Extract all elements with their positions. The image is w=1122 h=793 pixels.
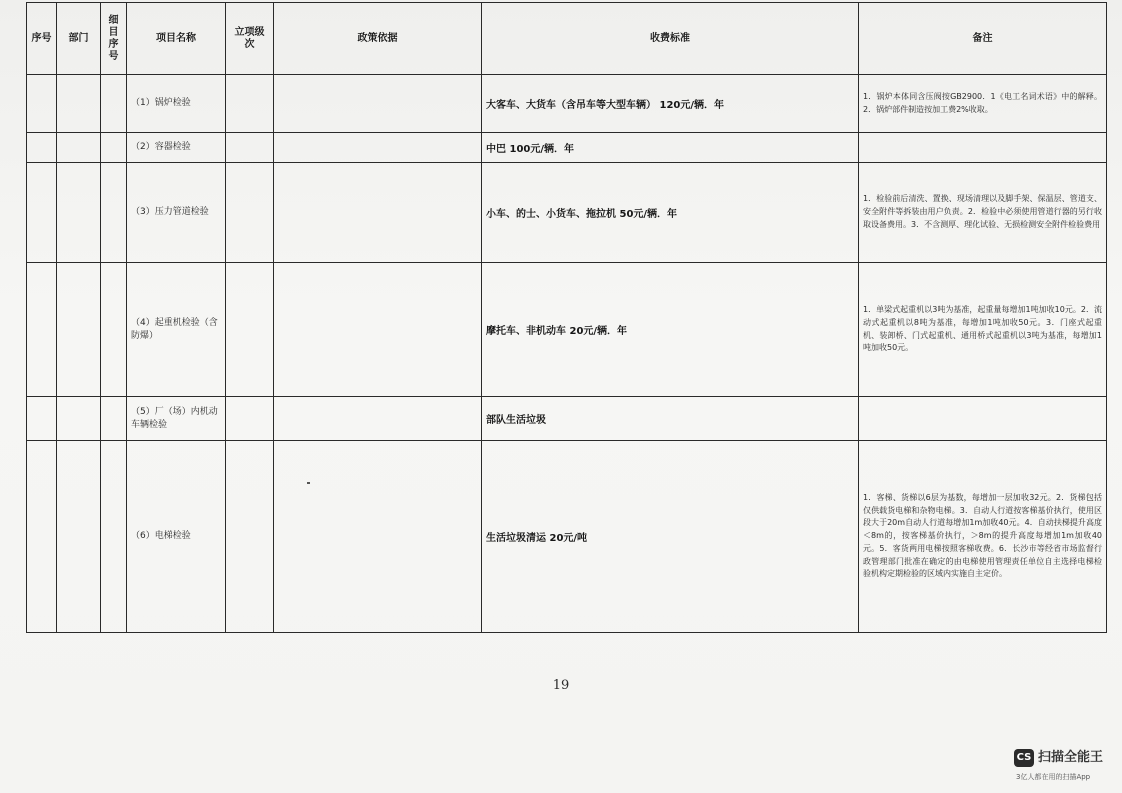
cell-fee-standard: 部队生活垃圾 — [482, 397, 859, 441]
cell-remarks — [859, 133, 1107, 163]
cell-fee-standard: 大客车、大货车（含吊车等大型车辆） 120元/辆．年 — [482, 75, 859, 133]
cell-item-name: （4）起重机检验（含防爆） — [127, 263, 226, 397]
cell-sub-seq — [101, 263, 127, 397]
cell-remarks: 1．客梯、货梯以6层为基数，每增加一层加收32元。2．货梯包括仅供载货电梯和杂物电梯。3．自动人行道按客梯基价执行，使用区段大于20m自动人行道每增加1m加收40元。4．自动扶梯提升高度＜8m的，按客梯基价执行，＞8m的提升高度每增加1m加收40元。5．客货两用电梯按照客梯收费。6．长沙市等经省市场监督行政管理部门批准在确定的由电梯使用管理责任单位自主选择电梯检验机构定期检验的区域内实施自主定价。 — [859, 441, 1107, 633]
cell-approval — [226, 441, 274, 633]
cell-sub-seq — [101, 163, 127, 263]
cell-item-name: （1）锅炉检验 — [127, 75, 226, 133]
watermark-slogan: 3亿人都在用的扫描App — [1016, 773, 1091, 781]
cell-item-name: （6）电梯检验 — [127, 441, 226, 633]
table-header-row — [27, 3, 1107, 75]
cell-fee-standard: 小车、的士、小货车、拖拉机 50元/辆．年 — [482, 163, 859, 263]
cell-remarks — [859, 397, 1107, 441]
header-item-name: 项目名称 — [127, 3, 226, 75]
header-seq: 序号 — [27, 3, 57, 75]
cell-dept — [57, 75, 101, 133]
cell-dept — [57, 133, 101, 163]
table-row — [27, 163, 1107, 263]
cell-seq — [27, 441, 57, 633]
cell-fee-standard: 生活垃圾清运 20元/吨 — [482, 441, 859, 633]
header-approval-level: 立项级次 — [226, 3, 274, 75]
cell-item-name: （2）容器检验 — [127, 133, 226, 163]
cell-policy — [274, 133, 482, 163]
header-sub-seq: 细目序号 — [101, 3, 127, 75]
table-row — [27, 75, 1107, 133]
table-row — [27, 263, 1107, 397]
cell-sub-seq — [101, 75, 127, 133]
table-row — [27, 133, 1107, 163]
cell-remarks: 1．检验前后清洗、置换、现场清理以及脚手架、保温层、管道支、安全附件等拆装由用户负责。2．检验中必须使用管道行器的另行收取设备费用。3．不含测厚、理化试验、无损检测安全附件检验费用 — [859, 163, 1107, 263]
cell-fee-standard: 摩托车、非机动车 20元/辆．年 — [482, 263, 859, 397]
cell-fee-standard: 中巴 100元/辆．年 — [482, 133, 859, 163]
cell-sub-seq — [101, 397, 127, 441]
cell-dept — [57, 397, 101, 441]
fee-table — [26, 2, 1107, 633]
cell-approval — [226, 133, 274, 163]
cell-remarks: 1．单梁式起重机以3吨为基准，起重量每增加1吨加收10元。2．流动式起重机以8吨为基准，每增加1吨加收50元。3．门座式起重机、装卸桥、门式起重机、通用桥式起重机以3吨为基准，每增加1吨加收50元。 — [859, 263, 1107, 397]
cell-dept — [57, 263, 101, 397]
cell-approval — [226, 163, 274, 263]
camscanner-logo-icon: CS — [1014, 749, 1034, 767]
table-row — [27, 441, 1107, 633]
cell-remarks: 1．锅炉本体同含压阀按GB2900．1《电工名词术语》中的解释。2．锅炉部件制造按加工费2%收取。 — [859, 75, 1107, 133]
cell-approval — [226, 263, 274, 397]
cell-policy — [274, 75, 482, 133]
cell-item-name: （3）压力管道检验 — [127, 163, 226, 263]
cell-dept — [57, 163, 101, 263]
header-remarks: 备注 — [859, 3, 1107, 75]
table-row — [27, 397, 1107, 441]
page-number: 19 — [552, 678, 570, 693]
cell-policy — [274, 163, 482, 263]
cell-seq — [27, 263, 57, 397]
cell-seq — [27, 397, 57, 441]
cell-approval — [226, 397, 274, 441]
cell-sub-seq — [101, 441, 127, 633]
header-fee-standard: 收费标准 — [482, 3, 859, 75]
cell-sub-seq — [101, 133, 127, 163]
scanner-watermark — [1014, 749, 1114, 785]
cell-seq — [27, 133, 57, 163]
header-dept: 部门 — [57, 3, 101, 75]
cell-policy — [274, 441, 482, 633]
scan-speck — [307, 482, 310, 484]
cell-item-name: （5）厂（场）内机动车辆检验 — [127, 397, 226, 441]
cell-seq — [27, 163, 57, 263]
cell-dept — [57, 441, 101, 633]
cell-policy — [274, 397, 482, 441]
cell-policy — [274, 263, 482, 397]
header-policy-basis: 政策依据 — [274, 3, 482, 75]
cell-seq — [27, 75, 57, 133]
cell-approval — [226, 75, 274, 133]
watermark-app-name: 扫描全能王 — [1038, 750, 1104, 765]
